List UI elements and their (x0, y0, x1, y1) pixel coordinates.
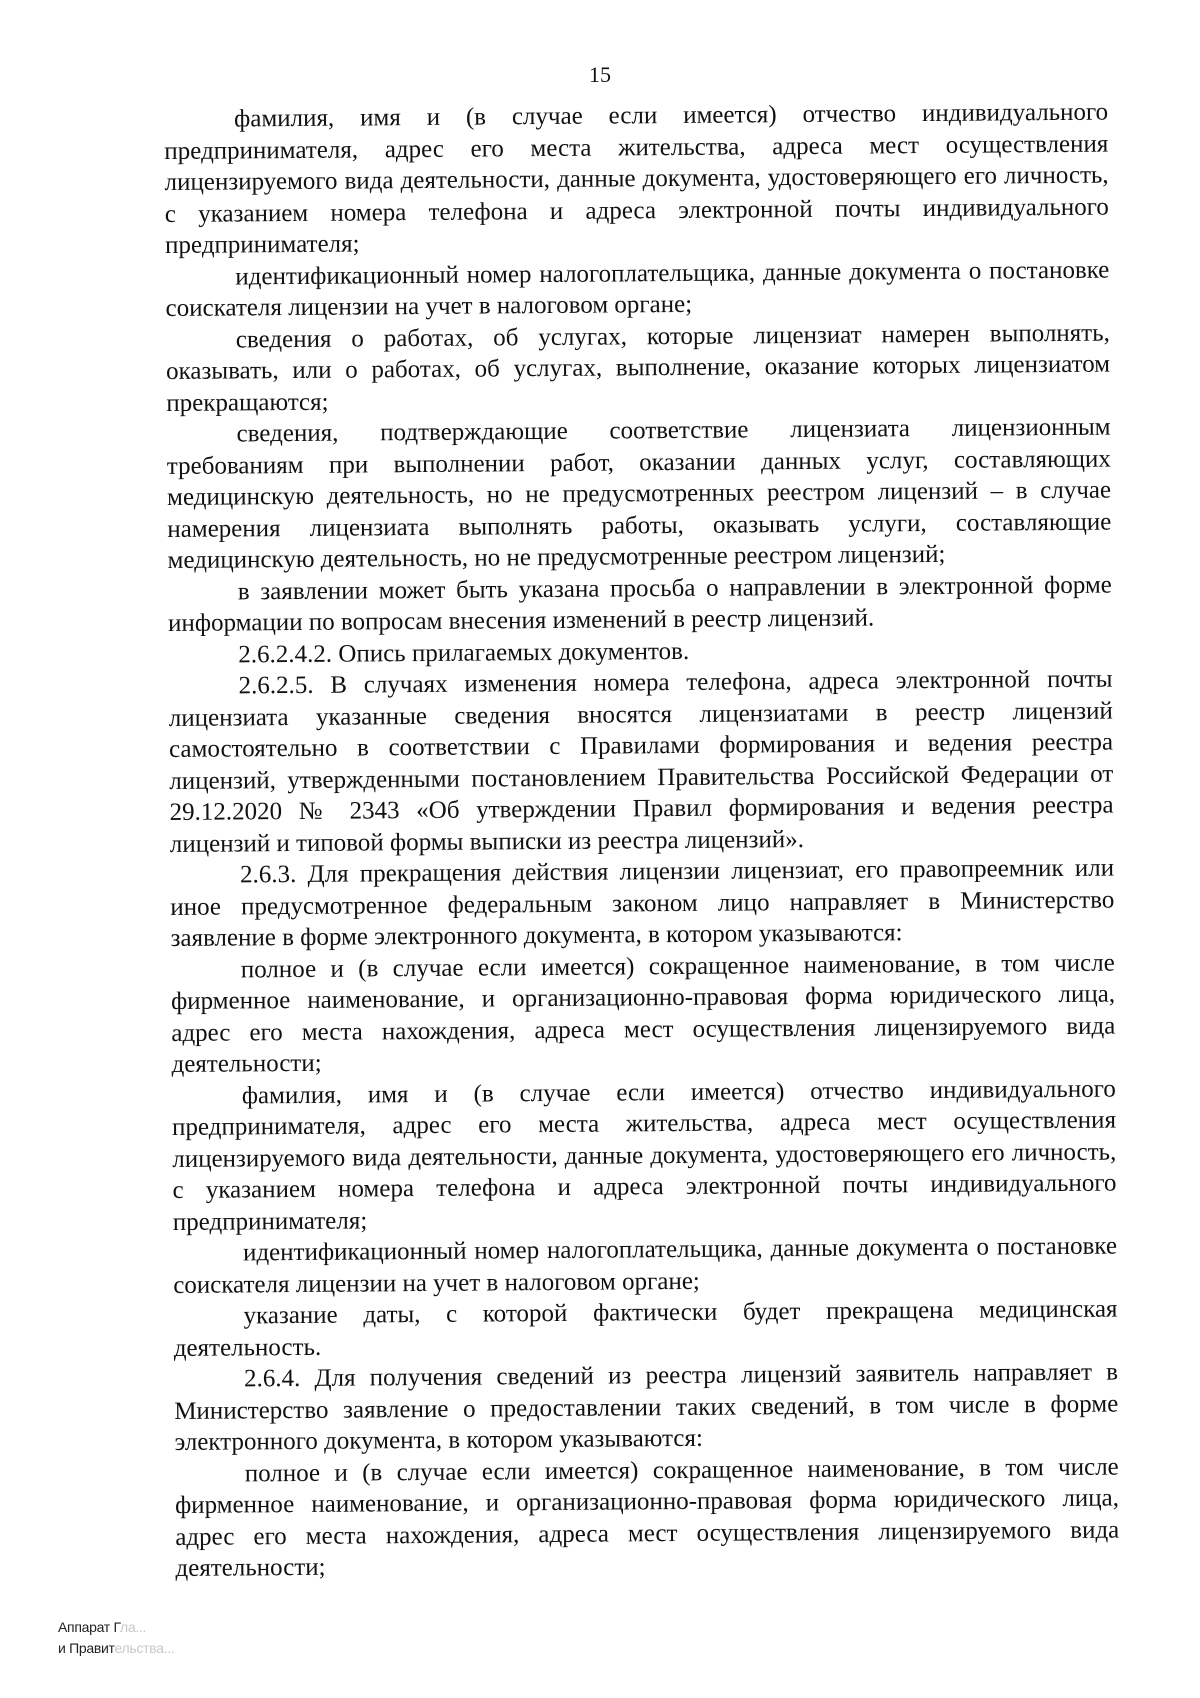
paragraph: идентификационный номер налогоплательщика, данные документа о постановке соискателя лицензии на учет в налоговом органе; (173, 1232, 1118, 1299)
paragraph: сведения, подтверждающие соответствие лицензиата лицензионным требованиям при выполнении работ, оказании данных услуг, составляющих медицинскую деятельность, но не предусмотренных реестром лицензий – в случае намерения лицензиата выполнять работы, оказывать услуги, составляющие медицинскую деятельность, но не предусмотренные реестром лицензий; (166, 413, 1112, 574)
paragraph: фамилия, имя и (в случае если имеется) отчество индивидуального предпринимателя, адрес его места жительства, адреса мест осуществления лицензируемого вида деятельности, данные документа, удостоверяющего его личность, с указанием номера телефона и адреса электронной почты индивидуального предпринимателя; (171, 1075, 1117, 1236)
paragraph: сведения о работах, об услугах, которые лицензиат намерен выполнять, оказывать, или о работах, об услугах, выполнение, оказание которых лицензиатом прекращаются; (165, 319, 1111, 417)
paragraph: указание даты, с которой фактически будет прекращена медицинская деятельность. (173, 1295, 1118, 1362)
footer-stamp-text: и Правит (58, 1640, 115, 1656)
footer-stamp-text: Аппарат Г (58, 1619, 120, 1635)
document-body (164, 97, 1120, 1585)
paragraph: 2.6.2.4.2. Опись прилагаемых документов. (238, 637, 690, 668)
paragraph: 2.6.2.5. В случаях изменения номера телефона, адреса электронной почты лицензиата указанные сведения вносятся лицензиатами в реестр лицензий самостоятельно в соответствии с Правилами формирования и ведения реестра лицензий, утвержденными постановлением Правительства Российской Федерации от 29.12.2020 № 2343 «Об утверждении Правил формирования и ведения реестра лицензий и типовой формы выписки из реестра лицензий». (168, 665, 1114, 858)
paragraph: фамилия, имя и (в случае если имеется) отчество индивидуального предпринимателя, адрес его места жительства, адреса мест осуществления лицензируемого вида деятельности, данные документа, удостоверяющего его личность, с указанием номера телефона и адреса электронной почты индивидуального предпринимателя; (164, 98, 1109, 259)
paragraph: в заявлении может быть указана просьба о направлении в электронной форме информации по вопросам внесения изменений в реестр лицензий. (167, 571, 1112, 637)
footer-stamp-line (58, 1617, 174, 1638)
page-number: 15 (589, 62, 611, 87)
paragraph: полное и (в случае если имеется) сокращенное наименование, в том числе фирменное наименование, и организационно-правовая форма юридического лица, адрес его места нахождения, адреса мест осуществления лицензируемого вида деятельности; (170, 949, 1116, 1078)
footer-stamp-line (58, 1638, 174, 1659)
paragraph: идентификационный номер налогоплательщика, данные документа о постановке соискателя лицензии на учет в налоговом органе; (165, 256, 1110, 322)
paragraph: 2.6.3. Для прекращения действия лицензии лицензиат, его правопреемник или иное предусмотренное федеральным законом лицо направляет в Министерство заявление в форме электронного документа, в котором указываются: (170, 854, 1115, 952)
footer-stamp-faded-text: ельства... (114, 1640, 175, 1656)
footer-stamp (58, 1617, 174, 1659)
footer-stamp-faded-text: ла... (119, 1619, 147, 1635)
paragraph: 2.6.4. Для получения сведений из реестра лицензий заявитель направляет в Министерство заявление о предоставлении таких сведений, в том числе в форме электронного документа, в котором указываются: (174, 1358, 1119, 1456)
paragraph: полное и (в случае если имеется) сокращенное наименование, в том числе фирменное наименование, и организационно-правовая форма юридического лица, адрес его места нахождения, адреса мест осуществления лицензируемого вида деятельности; (174, 1453, 1120, 1582)
